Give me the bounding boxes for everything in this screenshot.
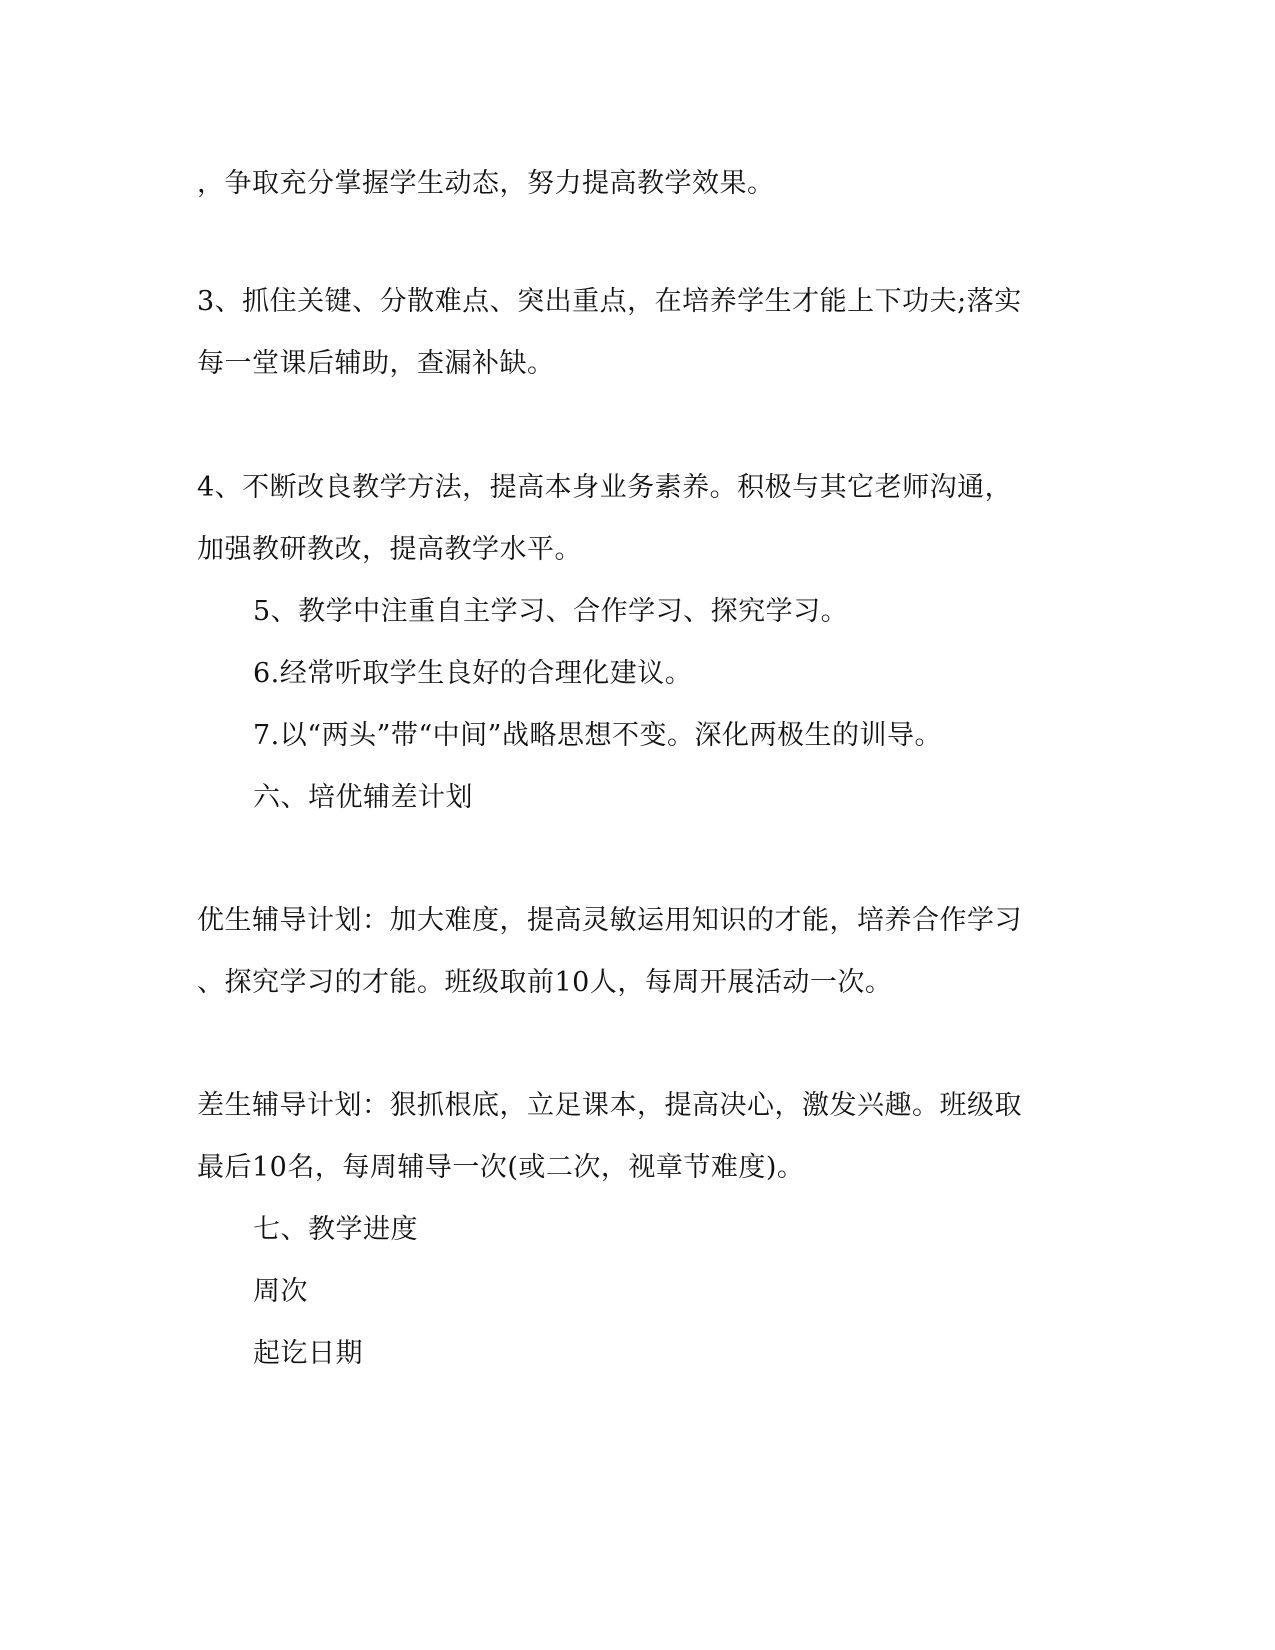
section-heading: 七、教学进度 bbox=[253, 1214, 418, 1245]
paragraph-line: 加强教研教改，提高教学水平。 bbox=[197, 534, 582, 565]
table-header-label: 起讫日期 bbox=[253, 1338, 363, 1369]
paragraph-line: 3、抓住关键、分散难点、突出重点，在培养学生才能上下功夫;落实 bbox=[197, 286, 1022, 317]
list-item: 5、教学中注重自主学习、合作学习、探究学习。 bbox=[253, 596, 849, 627]
paragraph-line: 4、不断改良教学方法，提高本身业务素养。积极与其它老师沟通， bbox=[197, 472, 1013, 503]
paragraph-line: 最后10名，每周辅导一次(或二次，视章节难度)。 bbox=[197, 1152, 805, 1183]
paragraph-line: 优生辅导计划：加大难度，提高灵敏运用知识的才能，培养合作学习 bbox=[197, 905, 1022, 936]
list-item: 7.以“两头”带“中间”战略思想不变。深化两极生的训导。 bbox=[253, 720, 942, 751]
list-item: 6.经常听取学生良好的合理化建议。 bbox=[253, 658, 693, 689]
table-header-label: 周次 bbox=[253, 1276, 308, 1307]
paragraph-line: 差生辅导计划：狠抓根底，立足课本，提高决心，激发兴趣。班级取 bbox=[197, 1090, 1022, 1121]
paragraph-line: ，争取充分掌握学生动态，努力提高教学效果。 bbox=[197, 168, 775, 199]
paragraph-line: 、探究学习的才能。班级取前10人，每周开展活动一次。 bbox=[197, 967, 893, 998]
paragraph-line: 每一堂课后辅助，查漏补缺。 bbox=[197, 348, 555, 379]
section-heading: 六、培优辅差计划 bbox=[253, 782, 473, 813]
